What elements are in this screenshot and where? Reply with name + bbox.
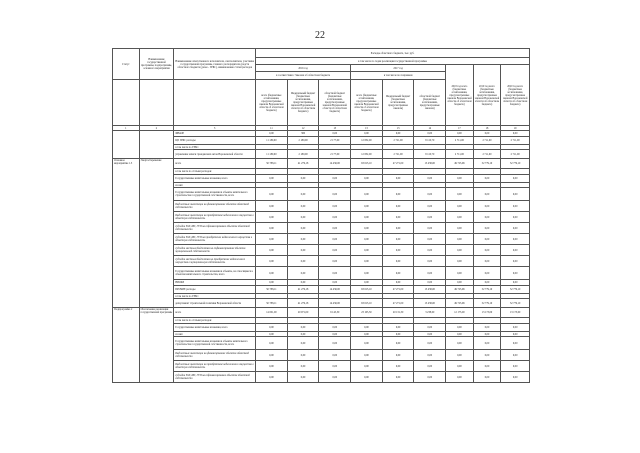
row-value: 0,00	[287, 201, 319, 212]
row-value: 0,00	[501, 280, 530, 286]
row-program	[139, 131, 174, 159]
row-label: субсидии местным бюджетам на софинансирование объектов муниципальной собственности	[174, 245, 256, 256]
table-row	[113, 361, 530, 372]
row-value: 0,00	[446, 245, 474, 256]
row-label: субсидии ЮЛ, ИП, ГУП на софинансирование объектов областной собственности	[174, 372, 256, 383]
column-number: 3	[174, 126, 256, 131]
row-value: 14 001,00	[256, 308, 288, 318]
row-program: Энергосбережение	[139, 159, 174, 308]
row-value: 12 832,00	[351, 137, 383, 145]
row-label: из них:	[174, 332, 256, 337]
row-label: субсидии местным бюджетам на приобретение недвижимого имущества в муниципальную собственность	[174, 256, 256, 267]
row-value: 2 180,00	[287, 137, 319, 145]
column-number: 19	[501, 126, 530, 131]
row-value: 0,00	[319, 332, 351, 337]
row-value: 0,00	[473, 350, 501, 361]
table-row	[113, 324, 530, 332]
row-value: 0,00	[351, 337, 383, 350]
row-value: 0,00	[287, 332, 319, 337]
row-value: 0,00	[446, 337, 474, 350]
row-value: 0,00	[501, 245, 530, 256]
row-value: 0,00	[287, 245, 319, 256]
budget-table	[112, 48, 530, 383]
row-value: 0,00	[414, 223, 446, 234]
row-value: 11 180,00	[256, 150, 288, 159]
row-value: 14 430,00	[319, 159, 351, 169]
row-label: всего	[174, 159, 256, 169]
row-label: Государственные капитальные вложения в объекты капитального строительства государственной собственности, всего	[174, 337, 256, 350]
row-value: 2 177,00	[319, 137, 351, 145]
row-value: 0,00	[256, 361, 288, 372]
row-value: 0,00	[319, 234, 351, 245]
row-value: 0,00	[256, 267, 288, 280]
row-value: 0,00	[414, 280, 446, 286]
row-value: 0,00	[319, 131, 351, 137]
row-value: 0,00	[256, 245, 288, 256]
row-value: 0,00	[501, 337, 530, 350]
row-value: 0,00	[473, 267, 501, 280]
row-value: 0,00	[256, 201, 288, 212]
row-value: 50 788,11	[256, 159, 288, 169]
table-row	[113, 337, 530, 350]
table-row	[113, 150, 530, 159]
row-value: 0,00	[446, 188, 474, 201]
row-value: 0,00	[501, 234, 530, 245]
row-label: субсидии ЮЛ, ИП, ГУП на софинансирование объектов областной собственности	[174, 223, 256, 234]
row-value: 0,00	[256, 175, 288, 183]
row-value: 0,00	[473, 188, 501, 201]
header-blank-3	[174, 80, 256, 126]
row-value: 0,00	[351, 350, 383, 361]
row-value: 41 279,18	[287, 159, 319, 169]
row-value: 0,00	[382, 337, 414, 350]
row-value: 8 110,70	[414, 137, 446, 145]
row-value: 0,00	[351, 131, 383, 137]
row-value: 63 613,10	[351, 159, 383, 169]
row-value: 0,00	[414, 212, 446, 223]
row-value: 0,00	[351, 245, 383, 256]
row-value: 0,00	[501, 131, 530, 137]
row-value: 0,00	[446, 350, 474, 361]
row-value: 2 711,00	[473, 137, 501, 145]
row-value: 0,00	[287, 372, 319, 383]
row-label: субсидии ЮЛ, ИП, ГУП на приобретение недвижимого имущества в областную собственность	[174, 234, 256, 245]
row-label: Бюджетные инвестиции на приобретение недвижимого имущества в областную собственность	[174, 361, 256, 372]
row-value: 0,00	[319, 188, 351, 201]
row-value: 0,00	[287, 280, 319, 286]
row-value: 63 613,10	[351, 286, 383, 294]
row-value: 14 430,00	[319, 286, 351, 294]
row-value: 0,00	[473, 223, 501, 234]
row-value: 50 788,11	[256, 299, 288, 308]
header-total-2016: всего (бюджетные ассигнования, предусмотренные законом Воронежской области об областном бюджете)	[256, 80, 288, 126]
row-value: 0,00	[382, 245, 414, 256]
page-number: 22	[315, 30, 325, 41]
row-value: 0,00	[414, 350, 446, 361]
row-value: 2 721,00	[382, 137, 414, 145]
row-label: Государственные капитальные вложения в объекты капитального строительства государственной собственности, всего	[174, 188, 256, 201]
row-value: 14 430,00	[319, 299, 351, 308]
row-value: 52 779,10	[501, 299, 530, 308]
row-value: 0,00	[446, 201, 474, 212]
row-value: 0,00	[319, 212, 351, 223]
row-value: 0,00	[319, 223, 351, 234]
column-number: 2	[139, 126, 174, 131]
row-value: 0,00	[319, 267, 351, 280]
row-value: 0,00	[414, 131, 446, 137]
column-number: 1	[113, 126, 140, 131]
row-value: 0,00	[446, 361, 474, 372]
row-value: 0,00	[256, 223, 288, 234]
row-value: 0,00	[256, 280, 288, 286]
table-row	[113, 137, 530, 145]
row-value: 41 279,18	[287, 299, 319, 308]
row-label: Бюджетные инвестиции на приобретение недвижимого имущества в областную собственность	[174, 212, 256, 223]
header-obl-2017: областной бюджет (бюджетные ассигнования, предусмотренные законом)	[414, 80, 446, 126]
row-value: 47 271,00	[382, 286, 414, 294]
row-value: 0,00	[501, 372, 530, 383]
row-status: Подпрограмма 2	[113, 308, 140, 383]
row-value: 0,00	[287, 350, 319, 361]
row-value: 52 779,10	[473, 159, 501, 169]
row-value: 49 723,96	[446, 286, 474, 294]
row-value: 0,00	[414, 372, 446, 383]
row-value: 41 279,18	[287, 286, 319, 294]
row-status: Основное мероприятие 1.3	[113, 159, 140, 308]
row-value: 0,00	[256, 234, 288, 245]
table-row	[113, 256, 530, 267]
header-fed-2016: Федеральный бюджет (бюджетные ассигнования, предусмотренные законом Воронежской области об областном бюджете)	[287, 80, 319, 126]
row-value: 0,00	[351, 361, 383, 372]
row-value: 0,00	[256, 188, 288, 201]
row-value: 0,00	[382, 267, 414, 280]
row-value: 0,00	[501, 188, 530, 201]
row-value: 0,00	[382, 131, 414, 137]
header-2020: 2020 год всего (бюджетные ассигнования, предусмотренные законом Воронежской области об областном бюджете)	[501, 65, 530, 126]
row-value: 0,00	[501, 350, 530, 361]
row-value: 0,00	[287, 188, 319, 201]
row-value: 380	[287, 131, 319, 137]
row-value: 0,00	[414, 332, 446, 337]
table-row	[113, 308, 530, 318]
header-blank-1	[113, 80, 140, 126]
row-value: 47 271,00	[382, 159, 414, 169]
row-label: департамент строительной политики Воронежской области	[174, 299, 256, 308]
row-label: Государственные капитальные вложения в объекты, не относящиеся к объектам капитального строительства, всего	[174, 267, 256, 280]
row-value: 0,00	[287, 212, 319, 223]
row-label: в том числе по статьям расходов:	[174, 318, 256, 324]
row-value: 0,00	[446, 372, 474, 383]
header-plan-2016: в соответствии с Законом об областном бюджете	[256, 72, 351, 80]
row-value: 0,00	[287, 337, 319, 350]
header-blank-2	[139, 80, 174, 126]
row-value: 0,00	[501, 201, 530, 212]
row-value: 0,00	[382, 324, 414, 332]
row-value: 0,00	[319, 350, 351, 361]
row-value: 0,00	[256, 337, 288, 350]
row-value: 0,00	[446, 212, 474, 223]
budget-table-sheet	[112, 48, 530, 446]
row-value: 0,00	[319, 361, 351, 372]
row-value: 0,00	[446, 131, 474, 137]
row-value: 0,00	[287, 175, 319, 183]
row-value: 52 779,10	[473, 299, 501, 308]
row-value: 0,00	[446, 280, 474, 286]
row-value: 13 173,00	[501, 308, 530, 318]
row-value: 0,00	[446, 256, 474, 267]
row-value: 0,00	[473, 234, 501, 245]
column-number: 13	[319, 126, 351, 131]
row-value: 0,00	[473, 131, 501, 137]
row-value: 0,00	[351, 201, 383, 212]
row-value: 0,00	[319, 337, 351, 350]
row-value: 47 271,00	[382, 299, 414, 308]
table-row	[113, 234, 530, 245]
row-value: 0,00	[351, 332, 383, 337]
header-status: Статус	[113, 49, 140, 80]
row-value: 0,00	[351, 212, 383, 223]
header-2019: 2019 год всего (бюджетные ассигнования, предусмотренные законом Воронежской области об областном бюджете)	[473, 65, 501, 126]
row-value: 0,00	[473, 201, 501, 212]
row-value: 0,00	[319, 201, 351, 212]
row-value: 15 438,00	[414, 299, 446, 308]
row-value: 0,00	[256, 332, 288, 337]
column-number: 17	[446, 126, 474, 131]
row-value: 8 110,70	[414, 150, 446, 159]
row-value: 0,00	[287, 324, 319, 332]
header-obl-2016: областной бюджет (бюджетные ассигнования, предусмотренные законом Воронежской области об областном бюджете)	[319, 80, 351, 126]
row-value: 0,00	[351, 175, 383, 183]
row-value: 2 711,00	[446, 150, 474, 159]
row-value: 52 779,10	[501, 159, 530, 169]
row-value: 0,00	[382, 212, 414, 223]
row-value: 0,00	[473, 245, 501, 256]
row-value: 0,00	[473, 372, 501, 383]
row-value: 0,00	[382, 332, 414, 337]
table-row	[113, 372, 530, 383]
table-row	[113, 188, 530, 201]
row-value: 63 613,10	[351, 299, 383, 308]
row-label: НИОКР	[174, 280, 256, 286]
row-value: 2 711,00	[446, 137, 474, 145]
row-label: Государственные капитальные вложения, всего	[174, 324, 256, 332]
row-value: 20 131,30	[382, 308, 414, 318]
header-2018: 2018 год всего (бюджетные ассигнования, предусмотренные законом Воронежской области об областном бюджете)	[446, 65, 474, 126]
header-source: Наименование ответственного исполнителя, соисполнителя, участника государственной программы, главного распорядителя средств областного бюджета (далее - ГРБС), наименование статей расходов	[174, 49, 256, 80]
row-value: 0,00	[414, 256, 446, 267]
column-number: 13	[382, 126, 414, 131]
row-value: 0,00	[319, 256, 351, 267]
table-row	[113, 350, 530, 361]
row-value: 12 832,00	[351, 150, 383, 159]
table-row	[113, 299, 530, 308]
row-program: Обеспечение реализации государственной программы	[139, 308, 174, 383]
row-value: 20 971,00	[287, 308, 319, 318]
row-value: 15 438,00	[414, 159, 446, 169]
row-label: ФНиОР	[174, 131, 256, 137]
column-number: 12	[287, 126, 319, 131]
row-value: 0,00	[287, 223, 319, 234]
row-value: 9 145,30	[319, 308, 351, 318]
row-label: в том числе по ГРБС:	[174, 294, 256, 299]
row-label: управление записи гражданских актов Воронежской области	[174, 150, 256, 159]
row-value: 0,00	[501, 223, 530, 234]
row-value: 0,00	[256, 324, 288, 332]
row-value: 0,00	[319, 245, 351, 256]
row-value: 0,00	[351, 267, 383, 280]
row-value: 50 788,11	[256, 286, 288, 294]
row-value: 0,00	[382, 234, 414, 245]
row-value: 0,00	[351, 256, 383, 267]
header-program: Наименование государственной программы, подпрограммы, основного мероприятия	[139, 49, 174, 80]
row-value: 2 177,00	[319, 150, 351, 159]
row-value: 0,00	[414, 175, 446, 183]
row-value: 0,00	[501, 212, 530, 223]
row-value: 11 180,00	[256, 137, 288, 145]
row-label: Бюджетные инвестиции на финансирование объектов областной собственности	[174, 350, 256, 361]
row-value: 0,00	[287, 256, 319, 267]
column-number: 11	[256, 126, 288, 131]
row-value: 0,00	[287, 234, 319, 245]
row-label: из них:	[174, 183, 256, 188]
row-status	[113, 131, 140, 159]
header-fact-2017: в том числе по поправкам	[351, 72, 446, 80]
row-value: 0,00	[256, 350, 288, 361]
row-value: 0,00	[382, 256, 414, 267]
column-number: 18	[473, 126, 501, 131]
table-row	[113, 267, 530, 280]
row-value: 0,00	[351, 280, 383, 286]
table-row	[113, 245, 530, 256]
header-total-2017: всего (бюджетные ассигнования, предусмотренные законом Воронежской области об областном бюджете)	[351, 80, 383, 126]
row-value: 0,00	[501, 361, 530, 372]
row-value: 2 711,00	[501, 137, 530, 145]
row-value: 0,00	[256, 212, 288, 223]
header-amounts-sub: в том числе по годам реализации государственной программы	[256, 58, 530, 65]
header-year-2016: 2016 год	[256, 65, 351, 72]
row-value: 23 105,30	[351, 308, 383, 318]
table-row	[113, 175, 530, 183]
table-row	[113, 286, 530, 294]
row-value: 0,00	[414, 234, 446, 245]
row-value: 0,00	[382, 188, 414, 201]
row-value: 0,00	[446, 234, 474, 245]
row-label: ПРОЧИЕ расходы	[174, 286, 256, 294]
row-label: в том числе по ГРБС:	[174, 145, 256, 150]
row-value: 0,00	[319, 280, 351, 286]
row-value: 2 711,00	[473, 150, 501, 159]
row-value: 12 173,00	[446, 308, 474, 318]
row-value: 0,00	[256, 131, 288, 137]
row-value: 0,00	[446, 223, 474, 234]
row-value: 0,00	[446, 267, 474, 280]
row-value: 0,00	[351, 223, 383, 234]
row-value: 0,00	[446, 332, 474, 337]
row-value: 52 779,10	[501, 286, 530, 294]
row-value: 49 723,96	[446, 299, 474, 308]
row-value: 0,00	[473, 256, 501, 267]
row-value: 0,00	[446, 324, 474, 332]
row-value: 0,00	[382, 361, 414, 372]
row-value: 0,00	[319, 175, 351, 183]
row-value: 15 438,00	[414, 286, 446, 294]
table-row	[113, 212, 530, 223]
row-value: 0,00	[473, 212, 501, 223]
row-value: 0,00	[382, 175, 414, 183]
row-value: 0,00	[351, 324, 383, 332]
row-value: 0,00	[382, 201, 414, 212]
row-label: всего	[174, 308, 256, 318]
row-value: 0,00	[473, 324, 501, 332]
header-fed-2017: Федеральный бюджет (бюджетные ассигнования, предусмотренные законом)	[382, 80, 414, 126]
row-value: 0,00	[319, 324, 351, 332]
row-value: 49 723,96	[446, 159, 474, 169]
row-value: 2 180,00	[287, 150, 319, 159]
row-value: 0,00	[414, 337, 446, 350]
row-value: 0,00	[382, 280, 414, 286]
row-value: 0,00	[501, 324, 530, 332]
row-value: 0,00	[501, 332, 530, 337]
row-value: 0,00	[446, 175, 474, 183]
row-value: 0,00	[501, 256, 530, 267]
row-value: 2 721,00	[382, 150, 414, 159]
column-number: 13	[351, 126, 383, 131]
header-year-2017: 2017 год	[351, 65, 446, 72]
row-value: 0,00	[414, 245, 446, 256]
row-label: Государственные капитальные вложения, всего	[174, 175, 256, 183]
row-value: 0,00	[382, 372, 414, 383]
table-row	[113, 159, 530, 169]
row-value: 0,00	[473, 361, 501, 372]
row-label: в том числе по статьям расходов:	[174, 169, 256, 175]
row-value: 0,00	[414, 324, 446, 332]
row-value: 0,00	[351, 188, 383, 201]
row-value: 0,00	[414, 188, 446, 201]
row-label: ЦП ГРБС расходы	[174, 137, 256, 145]
table-row	[113, 201, 530, 212]
row-label: Бюджетные инвестиции на финансирование объектов областной собственности	[174, 201, 256, 212]
row-value: 13 173,00	[473, 308, 501, 318]
row-value: 0,00	[473, 280, 501, 286]
header-amounts: Расходы областного бюджета, тыс. руб.	[256, 49, 530, 58]
row-value: 0,00	[473, 175, 501, 183]
row-value: 0,00	[382, 223, 414, 234]
row-value: 0,00	[414, 361, 446, 372]
row-value: 52 779,10	[473, 286, 501, 294]
row-value: 0,00	[414, 267, 446, 280]
row-value: 0,00	[501, 267, 530, 280]
row-value: 0,00	[351, 234, 383, 245]
row-value: 0,00	[256, 372, 288, 383]
table-row	[113, 223, 530, 234]
row-value: 0,00	[473, 337, 501, 350]
row-value: 0,00	[382, 350, 414, 361]
row-value: 2 711,00	[501, 150, 530, 159]
row-value: 0,00	[351, 372, 383, 383]
row-value: 0,00	[473, 332, 501, 337]
row-value: 3 238,00	[414, 308, 446, 318]
row-value: 0,00	[414, 201, 446, 212]
row-value: 0,00	[319, 372, 351, 383]
column-number: 14	[414, 126, 446, 131]
row-value: 0,00	[501, 175, 530, 183]
row-value: 0,00	[287, 267, 319, 280]
table-body	[113, 131, 530, 383]
row-value: 0,00	[287, 361, 319, 372]
row-value: 0,00	[256, 256, 288, 267]
